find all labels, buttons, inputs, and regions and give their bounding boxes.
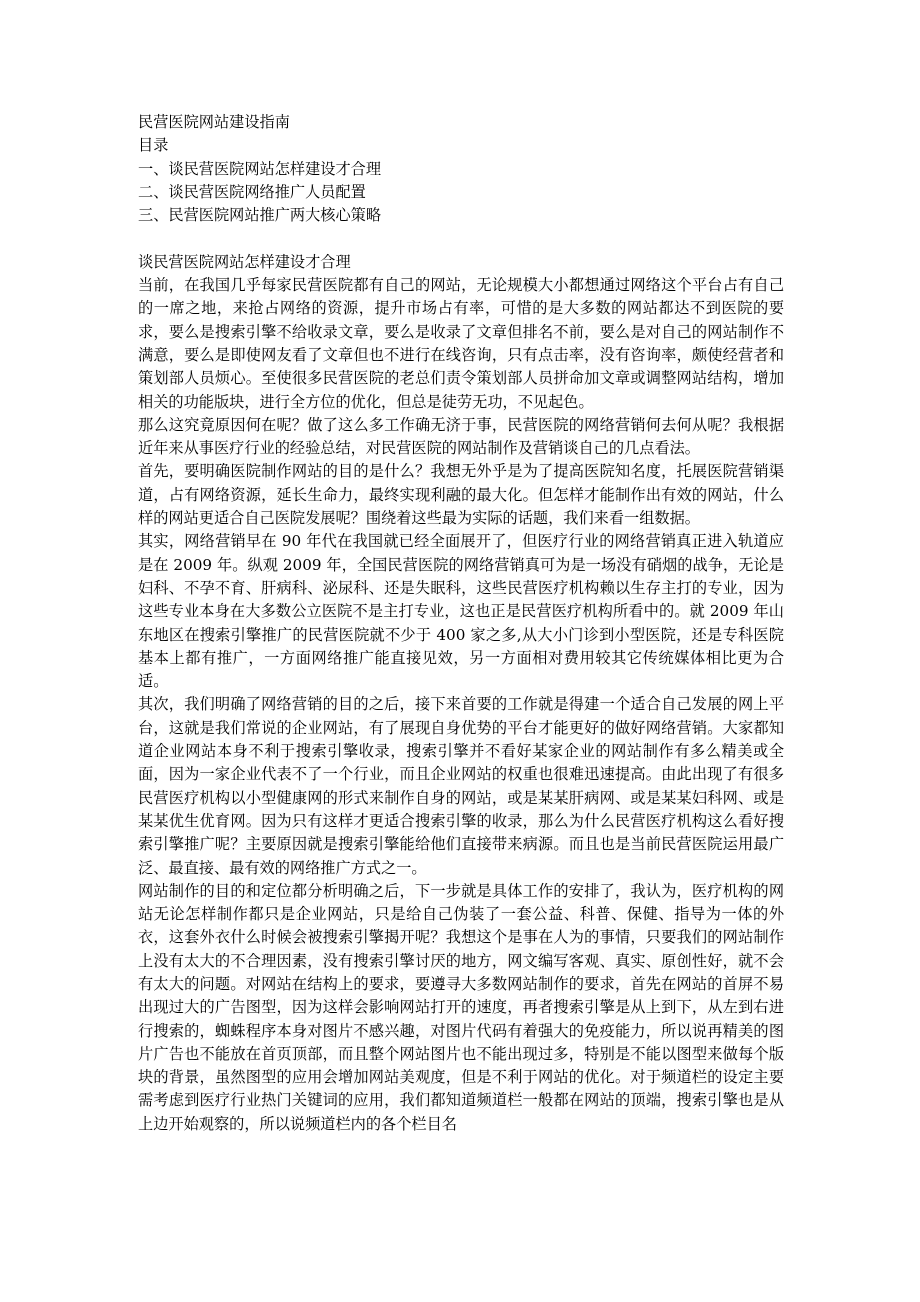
document-page (138, 111, 784, 1136)
paragraph-3: 首先，要明确医院制作网站的目的是什么？我想无外乎是为了提高医院知名度，托展医院营销渠道，占有网络资源，延长生命力，最终实现利融的最大化。但怎样才能制作出有效的网站，什么样的网站更适合自己医院发展呢？围绕着这些最为实际的话题，我们来看一组数据。 (138, 462, 784, 528)
toc-heading: 目录 (138, 136, 169, 155)
paragraph-5: 其次，我们明确了网络营销的目的之后，接下来首要的工作就是得建一个适合自己发展的网上平台，这就是我们常说的企业网站，有了展现自身优势的平台才能更好的做好网络营销。大家都知道企业网站本身不利于搜索引擎收录，搜索引擎并不看好某家企业的网站制作有多么精美或全面，因为一家企业代表不了一个行业，而且企业网站的权重也很难迅速提高。由此出现了有很多民营医疗机构以小型健康网的形式来制作自身的网站，或是某某肝病网、或是某某妇科网、或是某某优生优育网。因为只有这样才更适合搜索引擎的收录，那么为什么民营医疗机构这么看好搜索引擎推广呢？主要原因就是搜索引擎能给他们直接带来病源。而且也是当前民营医院运用最广泛、最直接、最有效的网络推广方式之一。 (138, 695, 784, 877)
paragraph-1: 当前，在我国几乎每家民营医院都有自己的网站，无论规模大小都想通过网络这个平台占有自己的一席之地，来抢占网络的资源，提升市场占有率，可惜的是大多数的网站都达不到医院的要求，要么是搜索引擎不给收录文章，要么是收录了文章但排名不前，要么是对自己的网站制作不满意，要么是即使网友看了文章但也不进行在线咨询，只有点击率，没有咨询率，颇使经营者和策划部人员烦心。至使很多民营医院的老总们责令策划部人员拼命加文章或调整网站结构，增加相关的功能版块，进行全方位的优化，但总是徒劳无功，不见起色。 (138, 276, 784, 411)
toc-item-2: 二、谈民营医院网络推广人员配置 (138, 182, 366, 201)
paragraph-2: 那么这究竟原因何在呢？做了这么多工作确无济于事，民营医院的网络营销何去何从呢？我根据近年来从事医疗行业的经验总结，对民营医院的网站制作及营销谈自己的几点看法。 (138, 415, 784, 458)
toc-item-1: 一、谈民营医院网站怎样建设才合理 (138, 159, 381, 178)
document-title: 民营医院网站建设指南 (138, 113, 290, 131)
section-title: 谈民营医院网站怎样建设才合理 (138, 252, 351, 271)
paragraph-4: 其实，网络营销早在 90 年代在我国就已经全面展开了，但医疗行业的网络营销真正进入轨道应是在 2009 年。纵观 2009 年，全国民营医院的网络营销真可为是一场没有硝烟的战争，无论是妇科、不孕不育、肝病科、泌尿科、还是失眠科，这些民营医疗机构赖以生存主打的专业，因为这些专业本身在大多数公立医院不是主打专业，这也正是民营医疗机构所看中的。就 2009 年山东地区在搜索引擎推广的民营医院就不少于 400 家之多,从大小门诊到小型医院，还是专科医院基本上都有推广，一方面网络推广能直接见效，另一方面相对费用较其它传统媒体相比更为合适。 (138, 532, 784, 691)
blank-line (138, 227, 784, 250)
toc-item-3: 三、民营医院网站推广两大核心策略 (138, 206, 381, 225)
paragraph-6: 网站制作的目的和定位都分析明确之后，下一步就是具体工作的安排了，我认为，医疗机构的网站无论怎样制作都只是企业网站，只是给自己伪装了一套公益、科普、保健、指导为一体的外衣，这套外衣什么时候会被搜索引擎揭开呢？我想这个是事在人为的事情，只要我们的网站制作上没有太大的不合理因素，没有搜索引擎讨厌的地方，网文编写客观、真实、原创性好，就不会有太大的问题。对网站在结构上的要求，要遵寻大多数网站制作的要求，首先在网站的首屏不易出现过大的广告图型，因为这样会影响网站打开的速度，再者搜索引擎是从上到下，从左到右进行搜索的，蜘蛛程序本身对图片不感兴趣，对图片代码有着强大的免疫能力，所以说再精美的图片广告也不能放在首页顶部，而且整个网站图片也不能出现过多，特别是不能以图型来做每个版块的背景，虽然图型的应用会增加网站美观度，但是不利于网站的优化。对于频道栏的设定主要需考虑到医疗行业热门关键词的应用，我们都知道频道栏一般都在网站的顶端，搜索引擎也是从上边开始观察的，所以说频道栏内的各个栏目名 (138, 881, 784, 1133)
